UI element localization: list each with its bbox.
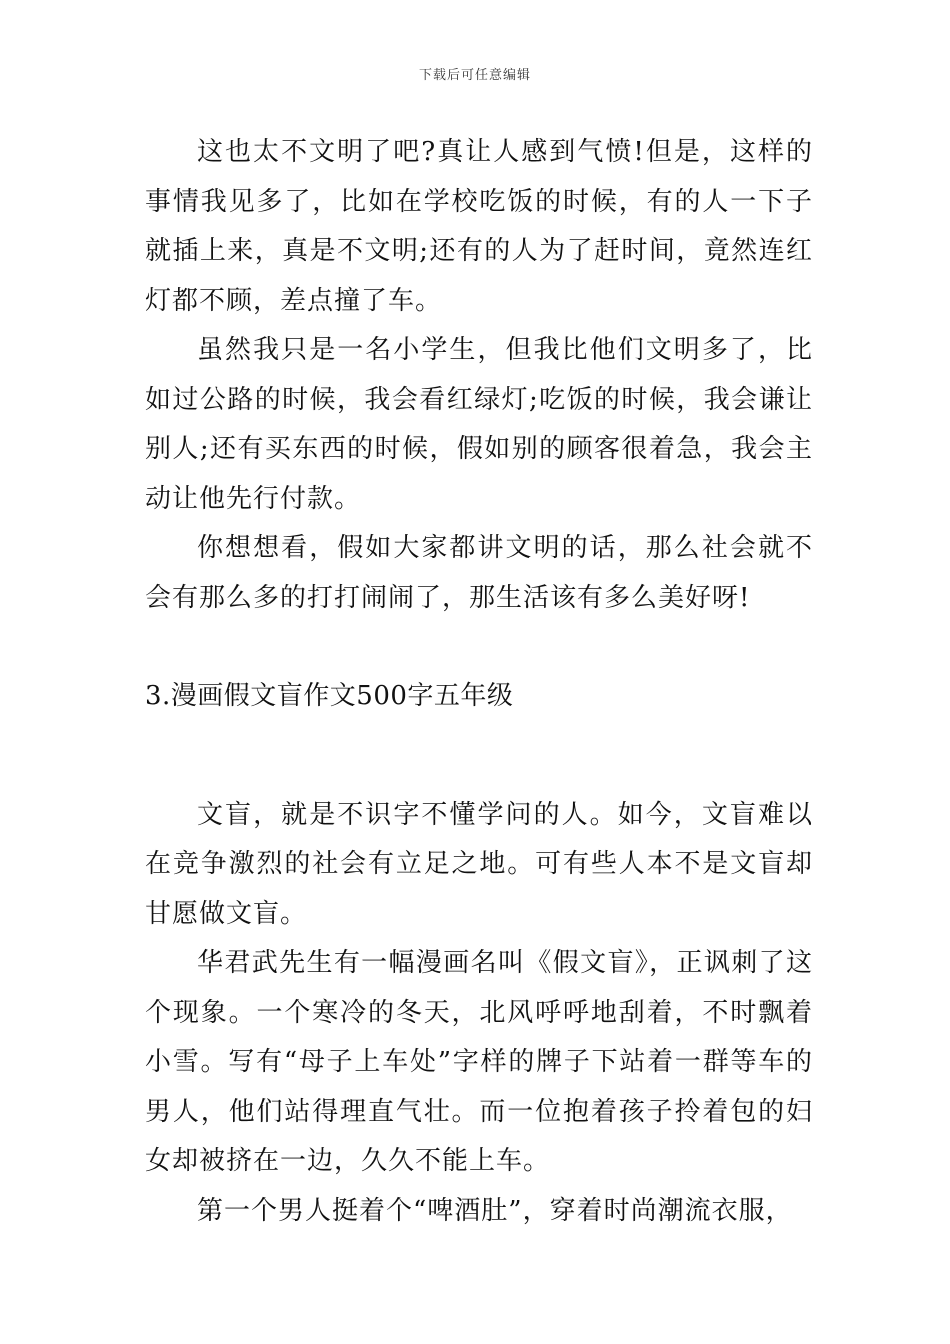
paragraph-6: 第一个男人挺着个“啤酒肚”，穿着时尚潮流衣服， (197, 1195, 793, 1226)
header-note: 下载后可任意编辑 (418, 68, 531, 83)
paragraph-4: 文盲，就是不识字不懂学问的人。如今，文盲难以在竞争激烈的社会有立足之地。可有些人本不是文盲却甘愿做文盲。 (145, 799, 813, 929)
section-heading: 3.漫画假文盲作文500字五年级 (145, 681, 514, 711)
paragraph-3: 你想想看，假如大家都讲文明的话，那么社会就不会有那么多的打打闹闹了，那生活该有多么美好呀! (145, 533, 813, 613)
paragraph-2: 虽然我只是一名小学生，但我比他们文明多了，比如过公路的时候，我会看红绿灯;吃饭的时候，我会谦让别人;还有买东西的时候，假如别的顾客很着急，我会主动让他先行付款。 (145, 335, 813, 514)
spacer (145, 623, 813, 672)
paragraph-5: 华君武先生有一幅漫画名叫《假文盲》，正讽刺了这个现象。一个寒冷的冬天，北风呼呼地刮着，不时飘着小雪。写有“母子上车处”字样的牌子下站着一群等车的男人，他们站得理直气壮。而一位抱着孩子拎着包的妇女却被挤在一边，久久不能上车。 (145, 948, 813, 1176)
article-body (145, 128, 813, 1236)
paragraph-1: 这也太不文明了吧?真让人感到气愤!但是，这样的事情我见多了，比如在学校吃饭的时候，有的人一下子就插上来，真是不文明;还有的人为了赶时间，竟然连红灯都不顾，差点撞了车。 (145, 137, 813, 316)
spacer (145, 722, 813, 791)
